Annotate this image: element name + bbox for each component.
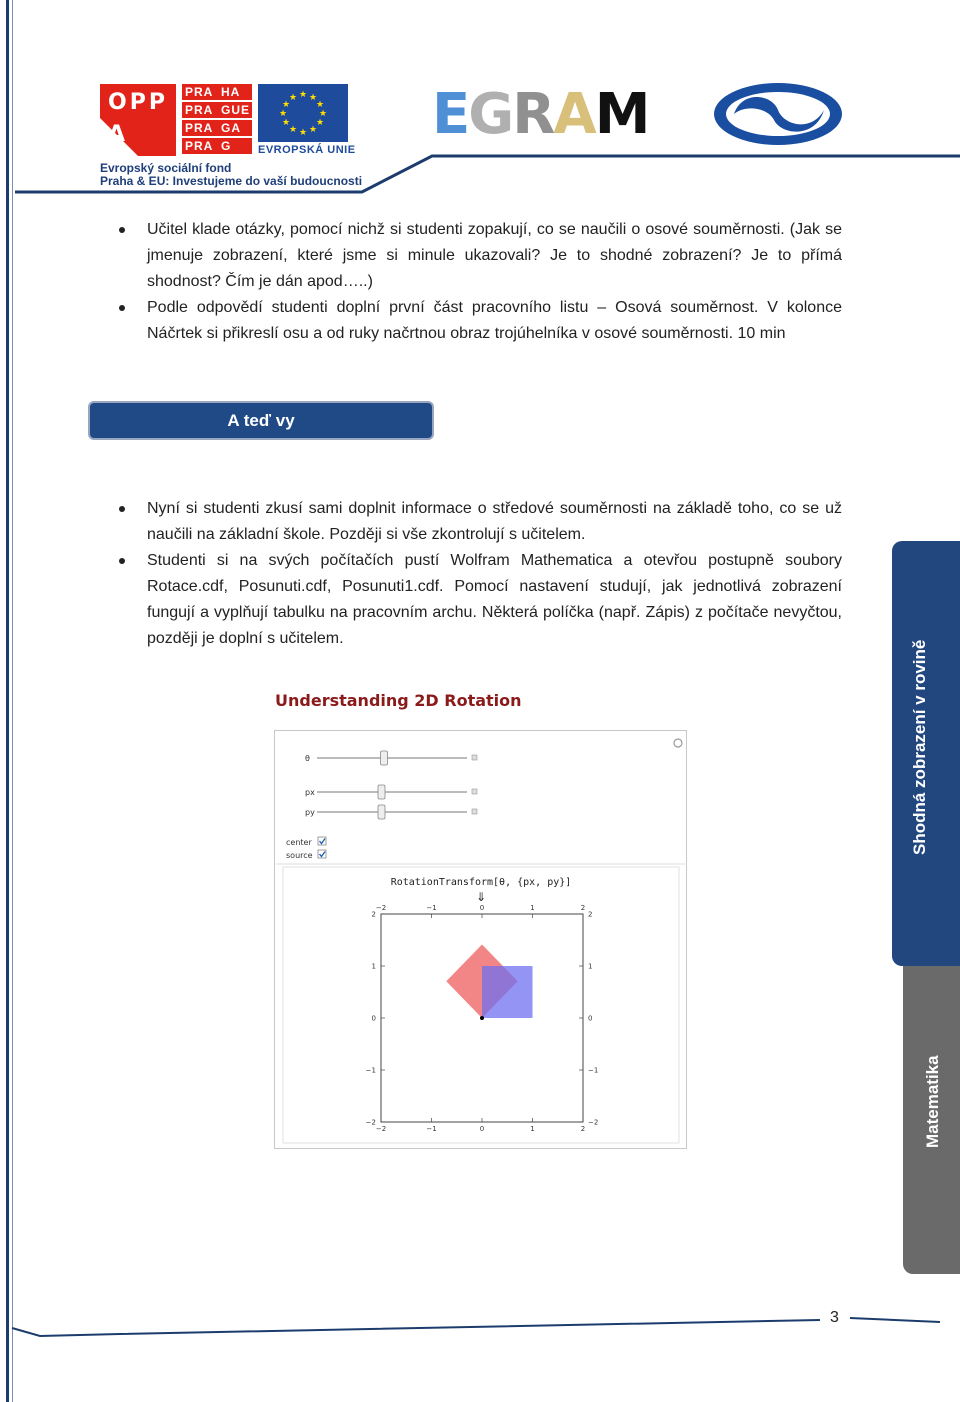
side-tab-chapter-label: Shodná zobrazení v rovině xyxy=(910,639,929,855)
svg-text:★: ★ xyxy=(298,128,308,138)
x-tick-label-top: 2 xyxy=(580,904,586,912)
x-tick-label-top: −2 xyxy=(375,904,387,912)
x-tick-label-bottom: 1 xyxy=(530,1125,535,1133)
footer-rule xyxy=(0,1300,960,1360)
eu-label: EVROPSKÁ UNIE xyxy=(258,144,356,156)
list-item: Studenti si na svých počítačích pustí Wolfram Mathematica a otevřou postupně soubory Rotace.cdf, Posunuti.cdf, Posunuti1.cdf. Pomocí nastavení studují, jak jednotlivá zobrazení fungují a vyplňují tabulku na pracovním archu. Některá políčka (např. Zápis) z počítače nevyčtou, později je doplní s učitelem. xyxy=(147,552,842,647)
section-heading-button: A teď vy xyxy=(88,401,434,440)
bullet-icon xyxy=(119,227,125,233)
y-tick-label-left: −1 xyxy=(365,1066,376,1075)
slider-label: θ xyxy=(305,754,310,763)
y-tick-label-left: 0 xyxy=(371,1014,376,1023)
praha-cell: GUE xyxy=(218,102,252,118)
x-tick-label-bottom: −1 xyxy=(426,1125,437,1133)
egram-letter: R xyxy=(512,82,554,147)
left-border-thin xyxy=(12,0,13,1402)
list-item: Učitel klade otázky, pomocí nichž si studenti zopakují, co se naučili o osové souměrnosti. (Jak se jmenuje zobrazení, které jsme si minule ukazovali? Je to shodné zobrazení? Je to přímá shodnost? Čím je dán apod…..) xyxy=(147,221,842,290)
source-square xyxy=(482,966,533,1018)
slider-handle[interactable] xyxy=(378,805,385,819)
figure-title: Understanding 2D Rotation xyxy=(275,691,522,710)
rotation-center-point xyxy=(480,1016,484,1020)
formula-label: RotationTransform[θ, {px, py}] xyxy=(390,877,572,888)
side-tab-subject-label: Matematika xyxy=(923,1055,942,1148)
svg-text:★: ★ xyxy=(281,118,291,128)
x-tick-label-top: −1 xyxy=(426,904,437,912)
slider-handle[interactable] xyxy=(378,785,385,799)
svg-text:★: ★ xyxy=(281,100,291,110)
svg-text:★: ★ xyxy=(288,93,298,103)
y-tick-label-left: −2 xyxy=(365,1118,376,1127)
x-tick-label-bottom: 0 xyxy=(479,1125,485,1133)
y-tick-label-left: 1 xyxy=(371,962,376,971)
slider-plus-icon[interactable] xyxy=(472,789,477,794)
bullet-icon xyxy=(119,305,125,311)
checkbox-label: source xyxy=(286,851,313,860)
page-number: 3 xyxy=(830,1309,839,1326)
checkbox-label: center xyxy=(286,838,312,847)
egram-letter: M xyxy=(594,82,649,147)
svg-text:★: ★ xyxy=(298,90,308,100)
svg-text:★: ★ xyxy=(318,109,328,119)
side-tab-chapter xyxy=(892,541,960,966)
header-rule xyxy=(0,128,960,198)
bullet-icon xyxy=(119,506,125,512)
egram-letter: A xyxy=(553,82,595,147)
side-tab-subject xyxy=(903,966,960,1274)
esf-caption-line1: Evropský sociální fond xyxy=(100,161,232,175)
svg-text:★: ★ xyxy=(288,125,298,135)
egram-letter: G xyxy=(468,82,513,147)
left-border xyxy=(6,0,9,1402)
y-tick-label-left: 2 xyxy=(371,910,376,919)
x-tick-label-top: 1 xyxy=(530,904,535,912)
svg-text:★: ★ xyxy=(315,118,325,128)
slider-plus-icon[interactable] xyxy=(472,809,477,814)
y-tick-label-right: 2 xyxy=(588,910,593,919)
slider-plus-icon[interactable] xyxy=(472,755,477,760)
opp-logo-text-1: OPP xyxy=(108,90,168,115)
svg-text:★: ★ xyxy=(308,125,318,135)
down-arrow-icon: ⇓ xyxy=(475,890,487,904)
x-tick-label-bottom: −2 xyxy=(375,1125,387,1133)
praha-cell: PRA xyxy=(182,102,219,118)
svg-text:★: ★ xyxy=(308,93,318,103)
rotation-demo-panel xyxy=(274,730,687,1149)
slider-handle[interactable] xyxy=(381,751,388,765)
esf-caption-line2: Praha & EU: Investujeme do vaší budoucnosti xyxy=(100,174,363,188)
y-tick-label-right: −2 xyxy=(588,1118,599,1127)
praha-cell: PRA xyxy=(182,84,219,100)
egram-letter: E xyxy=(432,82,469,147)
slider-label: py xyxy=(305,808,315,817)
list-item: Podle odpovědí studenti doplní první část pracovního listu – Osová souměrnost. V kolonce Náčrtek si přikreslí osu a od ruky načrtnou obraz trojúhelníka v osové souměrnosti. 10 min xyxy=(147,299,842,342)
praha-cell: HA xyxy=(218,84,252,100)
svg-text:★: ★ xyxy=(315,100,325,110)
praha-cell: PRA xyxy=(182,120,219,136)
options-icon[interactable] xyxy=(674,739,682,747)
bullet-icon xyxy=(119,558,125,564)
x-tick-label-bottom: 2 xyxy=(580,1125,586,1133)
list-item: Nyní si studenti zkusí sami doplnit informace o středové souměrnosti na základě toho, co se už naučili na základní škole. Později si vše zkontrolují s učitelem. xyxy=(147,500,842,543)
praha-cell: G xyxy=(218,138,252,154)
praha-cell: PRA xyxy=(182,138,219,154)
y-tick-label-right: 1 xyxy=(588,962,593,971)
praha-cell: GA xyxy=(218,120,252,136)
rotation-demo-svg xyxy=(275,731,686,1148)
x-tick-label-top: 0 xyxy=(479,904,485,912)
opp-logo-text-2: A xyxy=(108,122,129,147)
svg-text:★: ★ xyxy=(278,109,288,119)
y-tick-label-right: 0 xyxy=(588,1014,593,1023)
y-tick-label-right: −1 xyxy=(588,1066,599,1075)
slider-label: px xyxy=(305,788,315,797)
